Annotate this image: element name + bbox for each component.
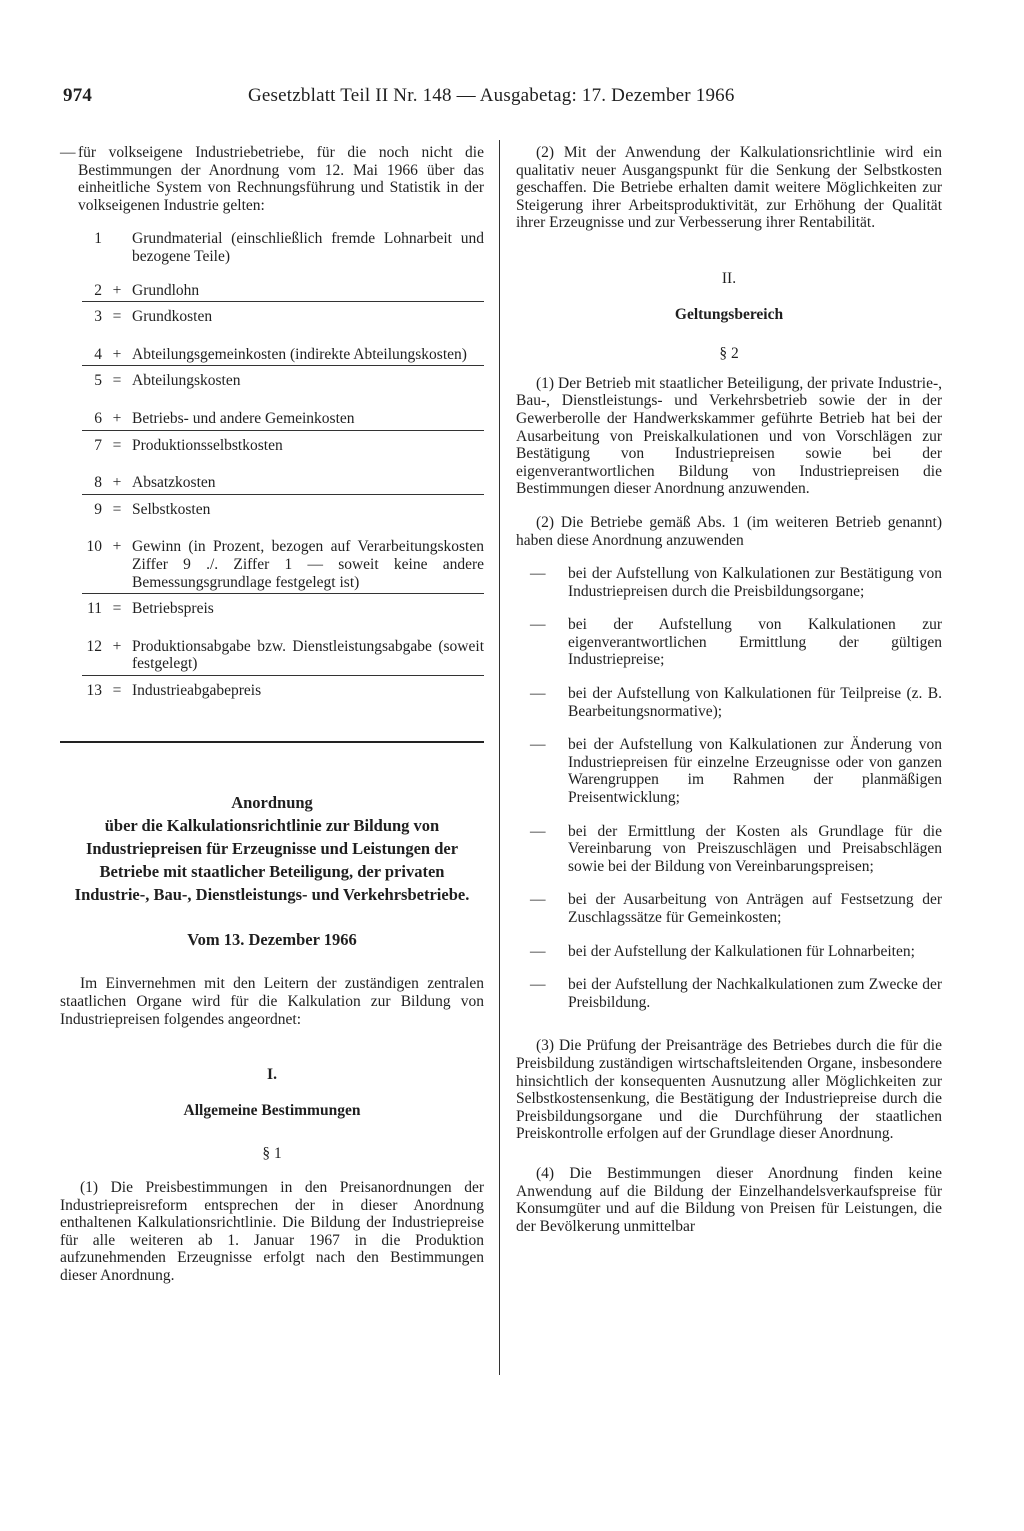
intro-text: für volkseigene Industriebetriebe, für die noch nicht die Bestimmungen der Anordnung vom 12. Mai 1966 über das einheitliche System von Rechnungsführung und Statistik in der volkseigenen Industrie gelten: xyxy=(78,144,484,214)
calc-row xyxy=(82,682,484,702)
calc-row-text: Betriebs- und andere Gemeinkosten xyxy=(132,409,355,427)
calc-row-operator: = xyxy=(112,436,122,454)
paragraph-1-sign: § 1 xyxy=(262,1145,282,1163)
calc-row xyxy=(82,538,484,594)
paragraph-1-section-2: (2) Mit der Anwendung der Kalkulationsrichtlinie wird ein qualitativ neuer Ausgangspunkt für die Senkung der Selbstkosten geschaffen. Die Betriebe erhalten damit weitere Möglichkeiten zur Steigerung ihrer Arbeitsproduktivität, zur Erhöhung der Qualität ihrer Erzeugnisse und zur Verbesserung ihrer Rentabilität. xyxy=(516,144,942,232)
page-header xyxy=(63,85,783,111)
running-title: Gesetzblatt Teil II Nr. 148 — Ausgabetag: 17. Dezember 1966 xyxy=(248,85,735,106)
list-item-text: bei der Aufstellung der Kalkulationen für Lohnarbeiten; xyxy=(568,942,915,960)
calc-row-operator: + xyxy=(112,409,122,427)
calc-row-operator: = xyxy=(112,600,122,618)
preamble: Im Einvernehmen mit den Leitern der zuständigen zentralen staatlichen Organe wird für die Kalkulation zur Bildung von Industriepreisen folgendes angeordnet: xyxy=(60,975,484,1028)
calc-row-text: Industrieabgabepreis xyxy=(132,681,262,699)
paragraph-1-section-1: (1) Die Preisbestimmungen in den Preisanordnungen der Industriepreisreform entsprechen der in dieser Anordnung enthaltenen Kalkulationsrichtlinie. Die Bildung der Industriepreise für alle weiteren ab 1. Januar 1967 in die Produktion aufzunehmenden Erzeugnisse erfolgt nach den Bestimmungen dieser Anordnung. xyxy=(60,1179,484,1284)
calc-row-number: 9 xyxy=(94,500,102,518)
calc-row-text: Grundlohn xyxy=(132,281,200,299)
paragraph-2-section-2: (2) Die Betriebe gemäß Abs. 1 (im weiteren Betrieb genannt) haben diese Anordnung anzuwenden xyxy=(516,513,942,549)
dash-marker: — xyxy=(530,976,546,994)
calc-row xyxy=(82,308,484,328)
list-item xyxy=(530,891,942,926)
calc-row xyxy=(82,474,484,495)
calc-row-text: Betriebspreis xyxy=(132,600,214,618)
dash-marker: — xyxy=(530,822,546,840)
calc-row xyxy=(82,638,484,676)
section-2-numeral: II. xyxy=(721,269,737,287)
calc-row-number: 6 xyxy=(94,409,102,427)
calc-row-operator: + xyxy=(112,538,122,556)
calc-row-operator: = xyxy=(112,500,122,518)
calc-row xyxy=(82,600,484,620)
paragraph-2-section-1: (1) Der Betrieb mit staatlicher Beteiligung, der private Industrie-, Bau-, Dienstleistungs- und Verkehrsbetrieb sowie der in der Gewerberolle der Handwerkskammer geführte Betrieb hat bei der Ausarbeitung von Preiskalkulationen und von Vorschlägen zur Bestätigung von Industriepreisen sowie bei der eigenverantwortlichen Bildung von Industriepreisen die Bestimmungen dieser Anordnung anzuwenden. xyxy=(516,374,942,498)
list-item-text: bei der Aufstellung von Kalkulationen zur Änderung von Industriepreisen für einzelne Erzeugnisse oder von ganzen Warengruppen im Rahmen der planmäßigen Preisentwicklung; xyxy=(568,736,942,807)
calc-row-text: Selbstkosten xyxy=(132,500,211,518)
calc-row-operator: + xyxy=(112,474,122,492)
calc-row-number: 10 xyxy=(86,538,102,556)
calc-row-number: 13 xyxy=(86,681,102,699)
calc-row-number: 3 xyxy=(94,308,102,326)
calc-row-operator: = xyxy=(112,308,122,326)
list-item-text: bei der Aufstellung von Kalkulationen zur Bestätigung von Industriepreisen durch die Preisbildungsorgane; xyxy=(568,565,942,600)
section-1-numeral: I. xyxy=(267,1066,277,1084)
list-item-text: bei der Aufstellung von Kalkulationen zur eigenverantwortlichen Ermittlung der gültigen Industriepreise; xyxy=(568,616,942,669)
list-item xyxy=(530,823,942,876)
calc-row-number: 2 xyxy=(94,281,102,299)
calc-row-text: Absatzkosten xyxy=(132,474,216,492)
page-number: 974 xyxy=(63,85,93,106)
calc-row-number: 4 xyxy=(94,345,102,363)
calc-row-text: Grundkosten xyxy=(132,308,213,326)
calc-row xyxy=(82,372,484,392)
paragraph-2-section-3: (3) Die Prüfung der Preisanträge des Betriebes durch die für die Preisbildung zuständigen wirtschaftsleitenden Organe, insbesondere hinsichtlich der konsequenten Ausnutzung aller Möglichkeiten zur Selbstkostensenkung, die Bestätigung der Industriepreise durch die Preisbildungsorgane und die Durchführung der staatlichen Preiskontrolle erfolgen auf der Grundlage dieser Anordnung. xyxy=(516,1037,942,1143)
calc-row-number: 7 xyxy=(94,436,102,454)
calc-row-operator: + xyxy=(112,345,122,363)
calc-row-number: 8 xyxy=(94,474,102,492)
column-divider xyxy=(499,140,500,1375)
calc-row-operator: + xyxy=(112,281,122,299)
ordinance-subtitle: über die Kalkulationsrichtlinie zur Bildung von Industriepreisen für Erzeugnisse und Leistungen der Betriebe mit staatlicher Beteiligung, der privaten Industrie-, Bau-, Dienstleistungs- und Verkehrsbetriebe. xyxy=(74,816,470,905)
dash-marker: — xyxy=(530,736,546,754)
calc-row-operator: = xyxy=(112,372,122,390)
section-separator xyxy=(60,741,484,743)
paragraph-2-section-4: (4) Die Bestimmungen dieser Anordnung finden keine Anwendung auf die Bildung der Einzelhandelsverkaufspreise für Konsumgüter und auf die Bildung von Preisen für Leistungen, die der Bevölkerung unmittelbar xyxy=(516,1164,942,1235)
application-list xyxy=(516,565,942,1011)
intro-dash-item xyxy=(60,144,484,214)
list-item-text: bei der Aufstellung der Nachkalkulationen zum Zwecke der Preisbildung. xyxy=(568,976,942,1011)
list-item-text: bei der Ausarbeitung von Anträgen auf Festsetzung der Zuschlagssätze für Gemeinkosten; xyxy=(568,891,942,926)
calc-row-operator: = xyxy=(112,681,122,699)
section-1-title: Allgemeine Bestimmungen xyxy=(183,1101,361,1119)
calc-row-number: 5 xyxy=(94,372,102,390)
calc-row-number: 1 xyxy=(94,230,102,248)
calc-row-text: Gewinn (in Prozent, bezogen auf Verarbeitungskosten Ziffer 9 ./. Ziffer 1 — soweit keine andere Bemessungsgrundlage festgelegt ist) xyxy=(132,538,484,591)
calc-row-text: Produktionsabgabe bzw. Dienstleistungsabgabe (soweit festgelegt) xyxy=(132,637,484,673)
calc-row xyxy=(82,437,484,457)
section-2-title: Geltungsbereich xyxy=(674,305,784,323)
list-item xyxy=(530,565,942,600)
calculation-scheme xyxy=(82,230,484,701)
list-item-text: bei der Ermittlung der Kosten als Grundlage für die Vereinbarung von Preiszuschlägen und Preisabschlägen sowie bei der Bildung von Vereinbarungspreisen; xyxy=(568,822,942,875)
dash-marker: — xyxy=(60,144,76,161)
list-item xyxy=(530,685,942,720)
calc-row xyxy=(82,410,484,431)
calc-row-text: Grundmaterial (einschließlich fremde Lohnarbeit und bezogene Teile) xyxy=(132,230,484,265)
ordinance-title: Anordnung xyxy=(231,793,313,813)
ordinance-date: Vom 13. Dezember 1966 xyxy=(187,930,357,950)
list-item xyxy=(530,616,942,669)
list-item xyxy=(530,943,942,961)
calc-row xyxy=(82,230,484,267)
dash-marker: — xyxy=(530,942,546,960)
paragraph-2-sign: § 2 xyxy=(719,345,739,363)
calc-row xyxy=(82,282,484,303)
dash-marker: — xyxy=(530,685,546,703)
list-item xyxy=(530,736,942,806)
list-item xyxy=(530,976,942,1011)
calc-row xyxy=(82,346,484,367)
calc-row-number: 11 xyxy=(87,600,102,618)
dash-marker: — xyxy=(530,565,546,583)
calc-row xyxy=(82,501,484,521)
calc-row-text: Produktionsselbstkosten xyxy=(132,436,283,454)
calc-row-number: 12 xyxy=(86,637,102,655)
right-column xyxy=(516,144,942,1235)
list-item-text: bei der Aufstellung von Kalkulationen für Teilpreise (z. B. Bearbeitungsnormative); xyxy=(568,685,942,720)
dash-marker: — xyxy=(530,616,546,634)
calc-row-text: Abteilungskosten xyxy=(132,372,241,390)
dash-marker: — xyxy=(530,891,546,909)
calc-row-text: Abteilungsgemeinkosten (indirekte Abteilungskosten) xyxy=(132,345,467,363)
calc-row-operator: + xyxy=(112,637,122,655)
left-column xyxy=(60,144,484,1285)
